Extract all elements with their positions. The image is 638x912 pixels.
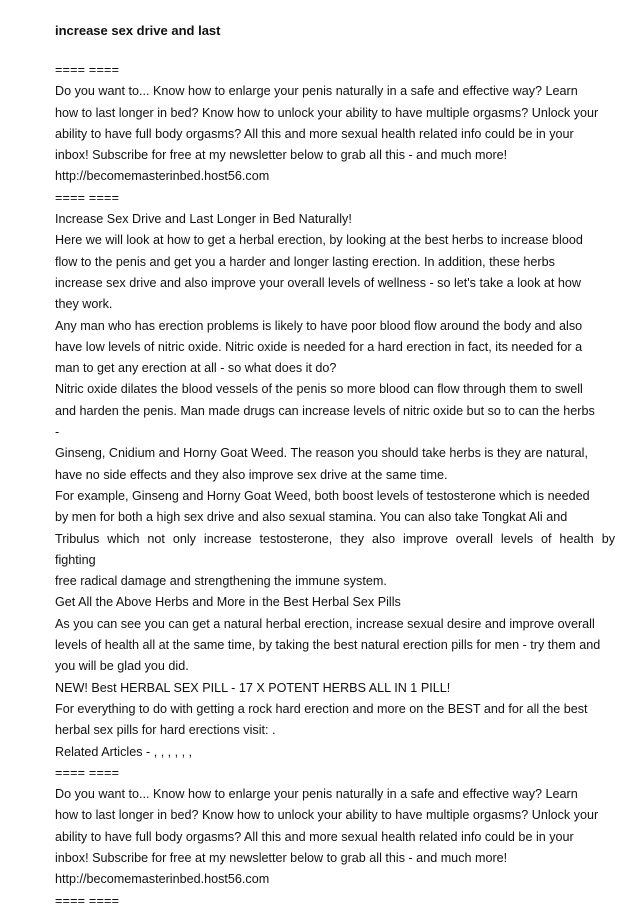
separator-line: ==== ==== [55, 765, 120, 780]
text-line: have no side effects and they also improve sex drive at the same time. [55, 467, 448, 482]
text-line: Do you want to... Know how to enlarge your penis naturally in a safe and effective way? Learn [55, 84, 578, 99]
text-line: For example, Ginseng and Horny Goat Weed, both boost levels of testosterone which is needed [55, 488, 590, 503]
text-line: For everything to do with getting a rock hard erection and more on the BEST and for all the best [55, 701, 588, 716]
text-line: ability to have full body orgasms? All this and more sexual health related info could be in your [55, 126, 574, 141]
text-line: As you can see you can get a natural herbal erection, increase sexual desire and improve overall [55, 616, 595, 631]
text-line: ability to have full body orgasms? All this and more sexual health related info could be in your [55, 829, 574, 844]
text-line: Any man who has erection problems is likely to have poor blood flow around the body and also [55, 318, 583, 333]
text-line: fighting [55, 552, 96, 567]
text-line: and harden the penis. Man made drugs can increase levels of nitric oxide but so to can the herbs [55, 403, 595, 418]
text-line: by men for both a high sex drive and also sexual stamina. You can also take Tongkat Ali and [55, 510, 568, 525]
separator-line: ==== ==== [55, 190, 120, 205]
text-line: levels of health all at the same time, by taking the best natural erection pills for men - try them and [55, 638, 601, 653]
url-text: http://becomemasterinbed.host56.com [55, 872, 270, 887]
text-line: increase sex drive and also improve your overall levels of wellness - so let's take a look at how [55, 275, 581, 290]
document-title: increase sex drive and last [55, 23, 221, 38]
text-line: - [55, 425, 60, 440]
url-text: http://becomemasterinbed.host56.com [55, 169, 270, 184]
text-line: herbal sex pills for hard erections visit: . [55, 723, 276, 738]
text-line: how to last longer in bed? Know how to unlock your ability to have multiple orgasms? Unlock your [55, 105, 599, 120]
promo-line: NEW! Best HERBAL SEX PILL - 17 X POTENT HERBS ALL IN 1 PILL! [55, 680, 451, 695]
text-line: have low levels of nitric oxide. Nitric oxide is needed for a hard erection in fact, its needed for a [55, 339, 583, 354]
text-line: flow to the penis and get you a harder and longer lasting erection. In addition, these herbs [55, 254, 555, 269]
text-line: Here we will look at how to get a herbal erection, by looking at the best herbs to increase blood [55, 233, 583, 248]
text-line: you will be glad you did. [55, 659, 189, 674]
document-page [55, 20, 615, 912]
article-heading: Increase Sex Drive and Last Longer in Bed Naturally! [55, 212, 352, 227]
text-line: Do you want to... Know how to enlarge your penis naturally in a safe and effective way? Learn [55, 787, 578, 802]
text-line: how to last longer in bed? Know how to unlock your ability to have multiple orgasms? Unlock your [55, 808, 599, 823]
text-line: inbox! Subscribe for free at my newsletter below to grab all this - and much more! [55, 850, 508, 865]
section-heading: Get All the Above Herbs and More in the Best Herbal Sex Pills [55, 595, 401, 610]
separator-line: ==== ==== [55, 63, 120, 77]
text-line: they work. [55, 297, 113, 312]
related-articles-line: Related Articles - , , , , , , [55, 744, 193, 759]
text-line: man to get any erection at all - so what does it do? [55, 361, 337, 376]
text-line: inbox! Subscribe for free at my newsletter below to grab all this - and much more! [55, 148, 508, 163]
text-line: Tribulus which not only increase testosterone, they also improve overall levels of health by [55, 531, 615, 546]
text-line: Nitric oxide dilates the blood vessels of the penis so more blood can flow through them to swell [55, 382, 583, 397]
text-line: free radical damage and strengthening the immune system. [55, 574, 387, 589]
separator-line: ==== ==== [55, 893, 120, 908]
text-line: Ginseng, Cnidium and Horny Goat Weed. The reason you should take herbs is they are natural, [55, 446, 588, 461]
